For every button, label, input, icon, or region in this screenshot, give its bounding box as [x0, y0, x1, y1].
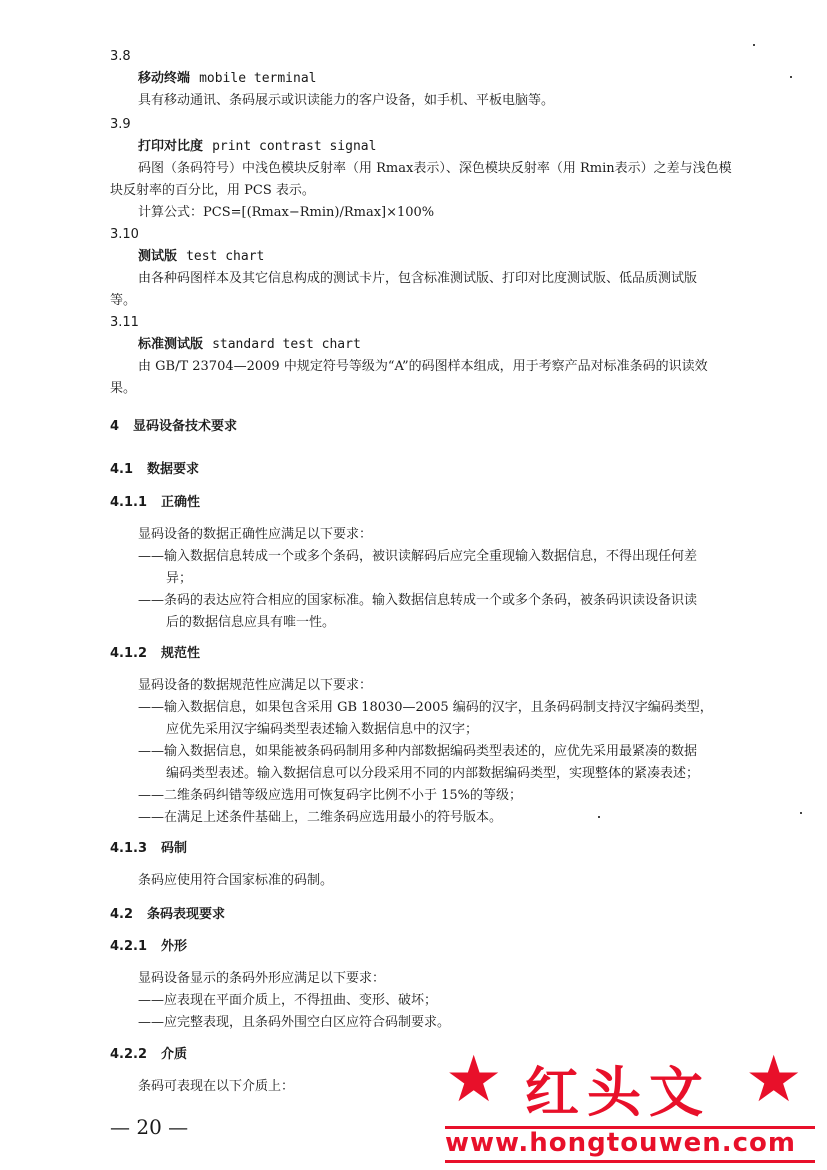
heading-number: 4	[110, 419, 120, 434]
section-4-2-2-text: 条码可表现在以下介质上：	[138, 1079, 295, 1094]
section-4-1-2-item-3: ——二维条码纠错等级应选用可恢复码字比例不小于 15%的等级；	[138, 788, 523, 803]
section-3-10-number: 3.10	[110, 227, 139, 242]
section-4-1-2-item-2-line-2: 编码类型表述。输入数据信息可以分段采用不同的内部数据编码类型，实现整体的紧凑表述；	[166, 766, 700, 781]
section-4-1-1-item-2-line-2: 后的数据信息应具有唯一性。	[166, 615, 336, 630]
section-4-1-1-item-1-line-2: 异；	[166, 571, 193, 586]
section-3-8-number: 3.8	[110, 49, 131, 64]
watermark-star-left-icon: ★	[445, 1043, 503, 1117]
heading-title: 条码表现要求	[147, 907, 226, 922]
section-4-2-1-intro: 显码设备显示的条码外形应满足以下要求：	[138, 971, 386, 986]
section-4-1-2-intro: 显码设备的数据规范性应满足以下要求：	[138, 678, 373, 693]
section-4-1-1-item-1-line-1: ——输入数据信息转成一个或多个条码，被识读解码后应完全重现输入数据信息，不得出现任何差	[138, 549, 698, 564]
section-4-1-3-heading	[110, 840, 187, 858]
section-4-2-heading	[110, 906, 225, 924]
term-zh: 打印对比度	[138, 139, 204, 154]
section-4-1-2-item-1-line-2: 应优先采用汉字编码类型表述输入数据信息中的汉字；	[166, 722, 479, 737]
term-en: print contrast signal	[212, 139, 377, 154]
section-3-11-number: 3.11	[110, 315, 139, 330]
heading-number: 4.1.2	[110, 646, 148, 661]
heading-number: 4.1.3	[110, 841, 148, 856]
section-4-1-heading	[110, 461, 199, 479]
heading-title: 外形	[161, 939, 188, 954]
term-zh: 测试版	[138, 249, 178, 264]
section-3-11-definition-line-1: 由 GB/T 23704—2009 中规定符号等级为“A”的码图样本组成，用于考察产品对标准条码的识读效	[138, 359, 708, 374]
section-3-9-definition-line-2: 块反射率的百分比，用 PCS 表示。	[110, 183, 315, 198]
section-4-2-2-heading	[110, 1046, 187, 1064]
heading-title: 介质	[161, 1047, 188, 1062]
section-3-9-formula: 计算公式：PCS=[(Rmax−Rmin)/Rmax]×100%	[138, 205, 435, 220]
term-en: standard test chart	[212, 337, 361, 352]
scan-speck	[790, 76, 792, 78]
term-en: mobile terminal	[199, 71, 317, 86]
section-3-10-definition-line-1: 由各种码图样本及其它信息构成的测试卡片，包含标准测试版、打印对比度测试版、低品质测试版	[138, 271, 698, 286]
heading-title: 规范性	[161, 646, 201, 661]
watermark-text: 红头文	[525, 1060, 711, 1124]
heading-number: 4.2.1	[110, 939, 148, 954]
heading-number: 4.2.2	[110, 1047, 148, 1062]
heading-title: 码制	[161, 841, 188, 856]
watermark	[445, 1043, 815, 1163]
section-4-2-1-heading	[110, 938, 187, 956]
section-3-10-definition-line-2: 等。	[110, 293, 137, 308]
page-number: — 20 —	[110, 1115, 189, 1139]
watermark-url: www.hongtouwen.com	[445, 1128, 796, 1158]
section-4-1-1-heading	[110, 494, 200, 512]
watermark-bottom-line	[445, 1160, 815, 1163]
scan-speck	[598, 816, 600, 818]
term-zh: 标准测试版	[138, 337, 204, 352]
scan-speck	[753, 44, 755, 46]
term-zh: 移动终端	[138, 71, 191, 86]
section-3-9-term	[138, 138, 376, 156]
section-3-8-term	[138, 70, 316, 88]
heading-title: 数据要求	[147, 462, 200, 477]
section-3-8-definition: 具有移动通讯、条码展示或识读能力的客户设备，如手机、平板电脑等。	[138, 93, 555, 108]
section-4-heading	[110, 418, 237, 436]
section-4-1-2-item-2-line-1: ——输入数据信息，如果能被条码码制用多种内部数据编码类型表述的，应优先采用最紧凑的数据	[138, 744, 698, 759]
watermark-star-right-icon: ★	[745, 1043, 803, 1117]
heading-number: 4.1.1	[110, 495, 148, 510]
section-4-1-2-item-1-line-1: ——输入数据信息，如果包含采用 GB 18030—2005 编码的汉字，且条码码制支持汉字编码类型，	[138, 700, 713, 715]
section-4-1-3-text: 条码应使用符合国家标准的码制。	[138, 873, 334, 888]
section-4-2-1-item-2: ——应完整表现，且条码外围空白区应符合码制要求。	[138, 1015, 451, 1030]
heading-number: 4.2	[110, 907, 134, 922]
section-4-1-2-heading	[110, 645, 200, 663]
section-3-11-definition-line-2: 果。	[110, 381, 137, 396]
section-4-1-2-item-4: ——在满足上述条件基础上，二维条码应选用最小的符号版本。	[138, 810, 503, 825]
section-3-9-definition-line-1: 码图（条码符号）中浅色模块反射率（用 Rmax表示）、深色模块反射率（用 Rmin表示）之差与浅色模	[138, 161, 732, 176]
section-4-1-1-item-2-line-1: ——条码的表达应符合相应的国家标准。输入数据信息转成一个或多个条码，被条码识读设备识读	[138, 593, 698, 608]
heading-title: 显码设备技术要求	[133, 419, 238, 434]
section-3-9-number: 3.9	[110, 117, 131, 132]
heading-title: 正确性	[161, 495, 201, 510]
scan-speck	[800, 812, 802, 814]
section-4-2-1-item-1: ——应表现在平面介质上，不得扭曲、变形、破坏；	[138, 993, 438, 1008]
section-4-1-1-intro: 显码设备的数据正确性应满足以下要求：	[138, 527, 373, 542]
term-en: test chart	[186, 249, 265, 264]
section-3-11-term	[138, 336, 361, 354]
heading-number: 4.1	[110, 462, 134, 477]
section-3-10-term	[138, 248, 264, 266]
